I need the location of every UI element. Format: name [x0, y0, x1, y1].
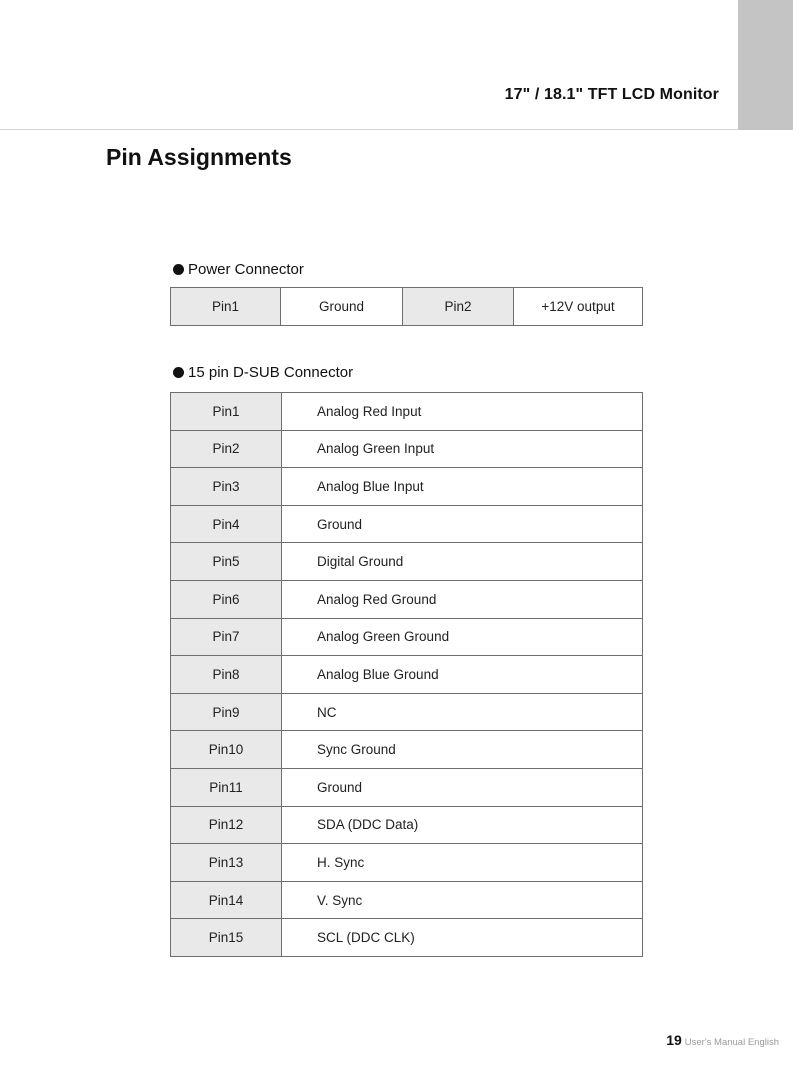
pin-number-cell: Pin13: [171, 844, 282, 882]
pin-signal-cell: SCL (DDC CLK): [282, 919, 643, 957]
side-tab: [738, 0, 793, 130]
table-cell: Ground: [281, 288, 403, 326]
pin-signal-cell: Analog Blue Input: [282, 468, 643, 506]
table-row: [171, 468, 643, 506]
pin-signal-cell: Analog Green Input: [282, 430, 643, 468]
dsub-connector-heading-text: 15 pin D-SUB Connector: [188, 364, 354, 381]
pin-number-cell: Pin2: [171, 430, 282, 468]
pin-number-cell: Pin6: [171, 580, 282, 618]
table-row: [171, 731, 643, 769]
pin-signal-cell: H. Sync: [282, 844, 643, 882]
pin-signal-cell: Analog Red Ground: [282, 580, 643, 618]
pin-number-cell: Pin11: [171, 768, 282, 806]
pin-signal-cell: V. Sync: [282, 881, 643, 919]
power-connector-table: [170, 287, 643, 326]
table-row: [171, 543, 643, 581]
table-row: [171, 288, 643, 326]
pin-number-cell: Pin4: [171, 505, 282, 543]
dsub-connector-heading: [173, 364, 353, 381]
header-divider: [0, 129, 738, 130]
page-footer: [666, 1032, 779, 1048]
pin-number-cell: Pin10: [171, 731, 282, 769]
pin-number-cell: Pin1: [171, 393, 282, 431]
table-row: [171, 618, 643, 656]
pin-signal-cell: Digital Ground: [282, 543, 643, 581]
table-row: [171, 693, 643, 731]
pin-number-cell: Pin15: [171, 919, 282, 957]
pin-signal-cell: Analog Blue Ground: [282, 656, 643, 694]
pin-number-cell: Pin5: [171, 543, 282, 581]
pin-number-cell: Pin12: [171, 806, 282, 844]
dsub-pin-table: [170, 392, 643, 957]
bullet-icon: [173, 264, 184, 275]
pin-number-cell: Pin9: [171, 693, 282, 731]
power-connector-heading-text: Power Connector: [188, 261, 304, 278]
pin-signal-cell: NC: [282, 693, 643, 731]
power-connector-heading: [173, 261, 304, 278]
table-row: [171, 505, 643, 543]
table-row: [171, 881, 643, 919]
table-cell: Pin1: [171, 288, 281, 326]
pin-number-cell: Pin14: [171, 881, 282, 919]
pin-signal-cell: Ground: [282, 768, 643, 806]
pin-number-cell: Pin8: [171, 656, 282, 694]
table-cell: Pin2: [403, 288, 514, 326]
table-row: [171, 919, 643, 957]
table-row: [171, 430, 643, 468]
footer-label: User's Manual English: [684, 1037, 779, 1048]
table-row: [171, 393, 643, 431]
table-row: [171, 768, 643, 806]
bullet-icon: [173, 367, 184, 378]
pin-signal-cell: Sync Ground: [282, 731, 643, 769]
pin-signal-cell: SDA (DDC Data): [282, 806, 643, 844]
table-cell: +12V output: [514, 288, 643, 326]
pin-signal-cell: Analog Red Input: [282, 393, 643, 431]
pin-signal-cell: Analog Green Ground: [282, 618, 643, 656]
header-title: 17" / 18.1" TFT LCD Monitor: [504, 86, 719, 103]
page-number: 19: [666, 1032, 682, 1048]
pin-number-cell: Pin3: [171, 468, 282, 506]
table-row: [171, 844, 643, 882]
pin-signal-cell: Ground: [282, 505, 643, 543]
table-row: [171, 580, 643, 618]
table-row: [171, 806, 643, 844]
table-row: [171, 656, 643, 694]
page-title: Pin Assignments: [106, 144, 292, 170]
pin-number-cell: Pin7: [171, 618, 282, 656]
